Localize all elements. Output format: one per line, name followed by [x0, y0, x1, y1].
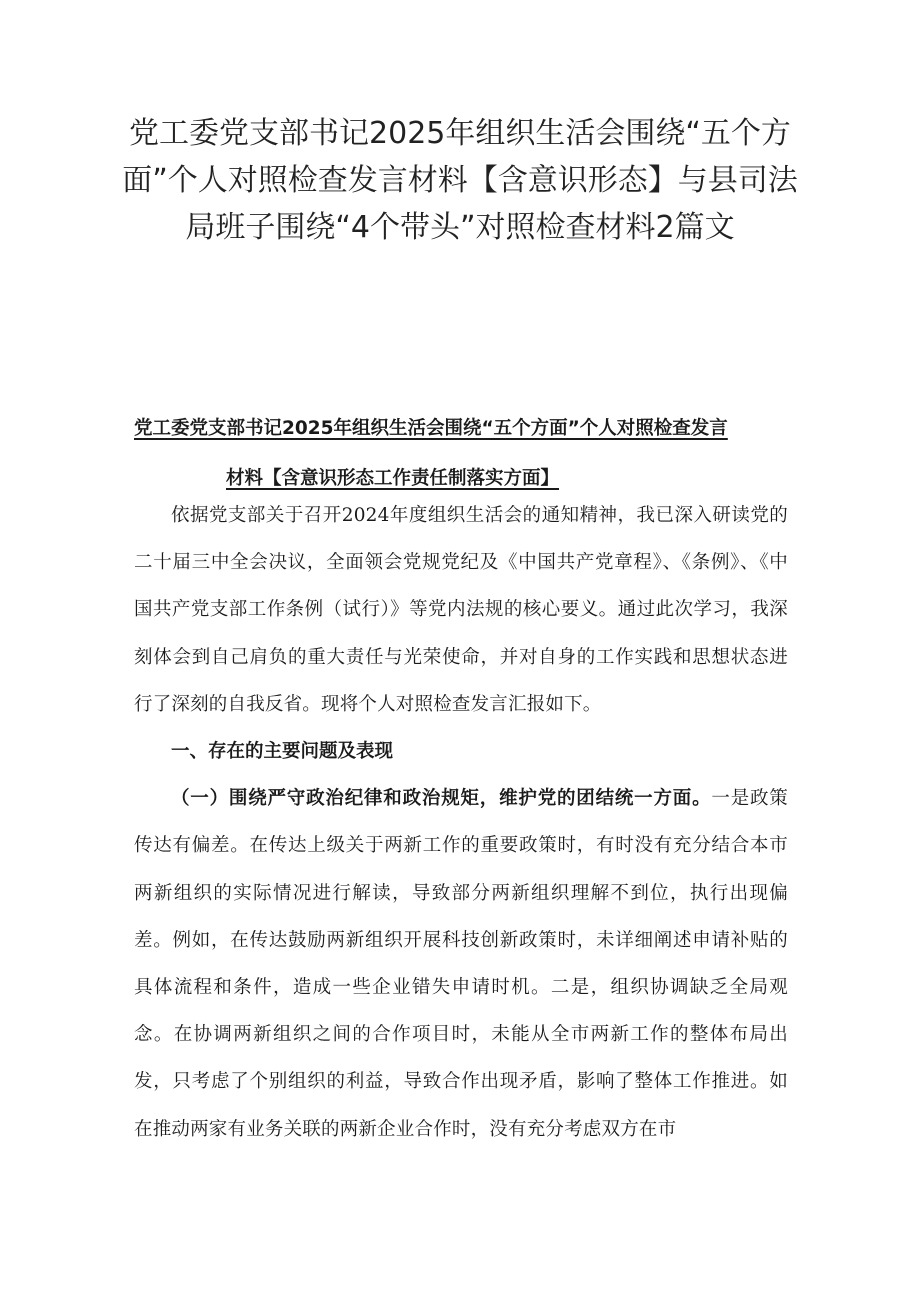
subsection-lead: （一）围绕严守政治纪律和政治规矩，维护党的团结统一方面。: [171, 788, 712, 810]
section-heading-line-1-text: 党工委党支部书记2025年组织生活会围绕“五个方面”个人对照检查发言: [134, 418, 728, 439]
section-heading-line-1: [134, 404, 788, 454]
section-heading-line-2-text: 材料【含意识形态工作责任制落实方面】: [226, 468, 560, 489]
heading-one: 一、存在的主要问题及表现: [171, 741, 394, 762]
subsection-text: 一是政策传达有偏差。在传达上级关于两新工作的重要政策时，有时没有充分结合本市两新组织的实际情况进行解读，导致部分两新组织理解不到位，执行出现偏差。例如，在传达鼓励两新组织开展科技创新政策时，未详细阐述申请补贴的具体流程和条件，造成一些企业错失申请时机。二是，组织协调缺乏全局观念。在协调两新组织之间的合作项目时，未能从全市两新工作的整体布局出发，只考虑了个别组织的利益，导致合作出现矛盾，影响了整体工作推进。如在推动两家有业务关联的两新企业合作时，没有充分考虑双方在市: [134, 788, 788, 1140]
document-body: [134, 492, 788, 1153]
intro-paragraph: 依据党支部关于召开2024年度组织生活会的通知精神，我已深入研读党的二十届三中全会决议，全面领会党规党纪及《中国共产党章程》、《条例》、《中国共产党支部工作条例（试行）》等党内法规的核心要义。通过此次学习，我深刻体会到自己肩负的重大责任与光荣使命，并对自身的工作实践和思想状态进行了深刻的自我反省。现将个人对照检查发言汇报如下。: [134, 505, 788, 715]
section-heading: [134, 404, 788, 504]
document-title: 党工委党支部书记2025年组织生活会围绕“五个方面”个人对照检查发言材料【含意识形态】与县司法局班子围绕“4个带头”对照检查材料2篇文: [122, 116, 798, 245]
subsection-paragraph: [134, 775, 788, 1153]
